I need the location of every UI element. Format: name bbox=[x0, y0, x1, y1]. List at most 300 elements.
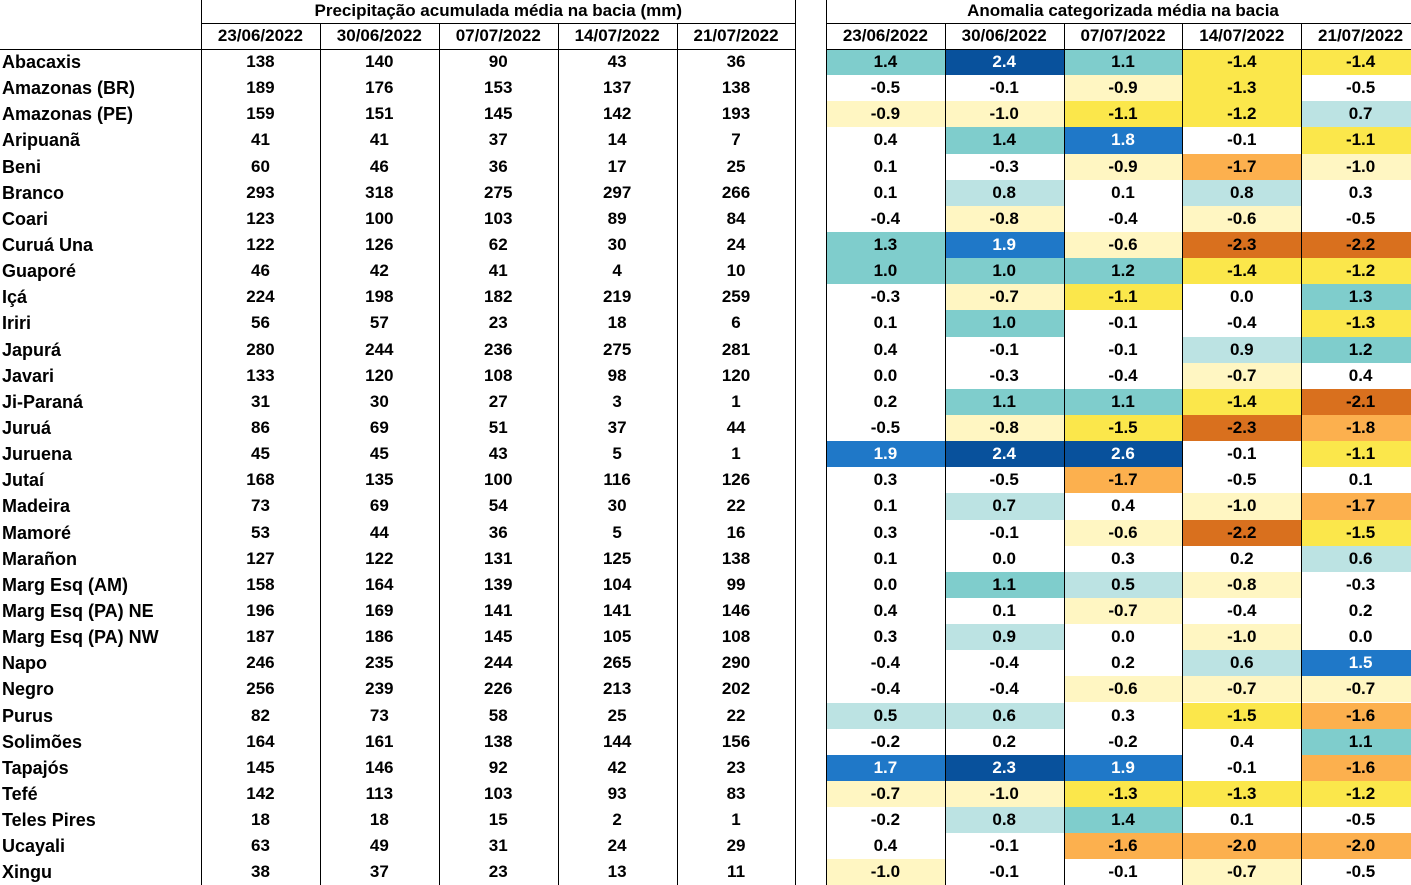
precip-value: 30 bbox=[607, 234, 627, 254]
precip-value: 25 bbox=[607, 705, 627, 725]
precip-value: 60 bbox=[250, 156, 270, 176]
precip-value: 10 bbox=[726, 261, 746, 281]
anomaly-value: 1.0 bbox=[992, 313, 1017, 333]
precip-value: 86 bbox=[250, 417, 270, 437]
precip-value: 69 bbox=[369, 417, 389, 437]
precip-value: 126 bbox=[721, 470, 751, 490]
grid-line bbox=[1064, 23, 1065, 885]
anomaly-value: 0.1 bbox=[1229, 810, 1254, 830]
anomaly-value: 0.8 bbox=[1229, 182, 1254, 202]
grid-line bbox=[826, 49, 1411, 50]
anomaly-title: Anomalia categorizada média na bacia bbox=[967, 1, 1279, 20]
precip-value: 24 bbox=[607, 836, 627, 856]
anomaly-value: -0.3 bbox=[989, 156, 1019, 176]
precip-value: 146 bbox=[365, 757, 394, 777]
precip-value: 1 bbox=[731, 391, 741, 411]
grid-line bbox=[826, 0, 827, 885]
anomaly-value: 0.4 bbox=[873, 339, 898, 359]
anomaly-value: 1.1 bbox=[1111, 391, 1135, 411]
precip-value: 31 bbox=[488, 836, 508, 856]
anomaly-value: 0.9 bbox=[1229, 339, 1254, 359]
precip-value: 41 bbox=[250, 130, 270, 150]
anomaly-value: -1.0 bbox=[989, 783, 1019, 803]
anomaly-value: -0.8 bbox=[989, 417, 1019, 437]
precip-value: 244 bbox=[365, 339, 394, 359]
anomaly-value: -1.7 bbox=[1108, 470, 1138, 490]
grid-line bbox=[439, 23, 440, 885]
precip-value: 73 bbox=[369, 705, 389, 725]
precip-value: 239 bbox=[365, 679, 394, 699]
precip-value: 103 bbox=[484, 208, 513, 228]
anomaly-value: -0.8 bbox=[989, 208, 1019, 228]
precip-value: 69 bbox=[369, 496, 389, 516]
anomaly-value: 0.3 bbox=[1111, 548, 1135, 568]
anomaly-value: 1.8 bbox=[1111, 130, 1135, 150]
anomaly-value: -1.5 bbox=[1108, 417, 1138, 437]
anomaly-value: 1.0 bbox=[873, 261, 898, 281]
precip-value: 164 bbox=[246, 731, 275, 751]
precip-value: 113 bbox=[365, 783, 394, 803]
anomaly-date-header: 07/07/2022 bbox=[1080, 26, 1166, 45]
anomaly-value: 1.4 bbox=[992, 130, 1017, 150]
basin-name: Negro bbox=[2, 679, 55, 700]
precip-value: 140 bbox=[365, 52, 394, 71]
anomaly-value: 1.3 bbox=[1348, 287, 1373, 307]
grid-line bbox=[0, 49, 796, 50]
precip-value: 45 bbox=[369, 444, 389, 464]
anomaly-date-header: 14/07/2022 bbox=[1199, 26, 1285, 45]
anomaly-value: 0.0 bbox=[1229, 287, 1254, 307]
basin-name: Tefé bbox=[2, 783, 38, 804]
precip-value: 145 bbox=[484, 627, 513, 647]
precip-value: 224 bbox=[246, 287, 275, 307]
anomaly-value: -1.5 bbox=[1227, 705, 1257, 725]
precip-value: 182 bbox=[484, 287, 513, 307]
precip-value: 202 bbox=[721, 679, 751, 699]
precip-value: 281 bbox=[721, 339, 751, 359]
anomaly-value: 0.8 bbox=[992, 182, 1017, 202]
anomaly-value: -0.6 bbox=[1108, 679, 1138, 699]
anomaly-value: -1.0 bbox=[1227, 496, 1257, 516]
precip-date-header: 07/07/2022 bbox=[455, 26, 541, 45]
precip-value: 42 bbox=[607, 757, 627, 777]
anomaly-value: -0.3 bbox=[1345, 574, 1376, 594]
precip-value: 146 bbox=[721, 600, 751, 620]
anomaly-value: -1.1 bbox=[1345, 444, 1376, 464]
precip-value: 116 bbox=[603, 470, 631, 490]
precip-value: 156 bbox=[721, 731, 751, 751]
precip-value: 36 bbox=[488, 156, 508, 176]
anomaly-value: 0.7 bbox=[992, 496, 1017, 516]
anomaly-value: 1.0 bbox=[992, 261, 1017, 281]
precip-value: 168 bbox=[246, 470, 275, 490]
precip-value: 293 bbox=[246, 182, 275, 202]
anomaly-value: 1.4 bbox=[1111, 810, 1135, 830]
precip-value: 153 bbox=[484, 78, 513, 98]
precip-value: 196 bbox=[246, 600, 275, 620]
anomaly-value: -0.4 bbox=[1227, 600, 1257, 620]
anomaly-value: -1.4 bbox=[1227, 52, 1257, 71]
basin-name: Amazonas (PE) bbox=[2, 104, 134, 125]
precip-value: 44 bbox=[369, 522, 389, 542]
grid-line bbox=[795, 0, 796, 885]
precip-value: 11 bbox=[727, 862, 746, 882]
precip-value: 89 bbox=[607, 208, 627, 228]
anomaly-value: -0.7 bbox=[989, 287, 1019, 307]
anomaly-value: -0.7 bbox=[1227, 862, 1257, 882]
anomaly-value: -0.2 bbox=[870, 810, 901, 830]
precip-value: 14 bbox=[607, 130, 627, 150]
precip-value: 22 bbox=[726, 496, 746, 516]
precip-value: 15 bbox=[488, 810, 508, 830]
basin-name: Madeira bbox=[2, 496, 71, 517]
grid-line bbox=[1182, 23, 1183, 885]
precip-date-header: 30/06/2022 bbox=[336, 26, 422, 45]
anomaly-value: 0.0 bbox=[1348, 627, 1373, 647]
anomaly-value: -0.4 bbox=[1227, 313, 1257, 333]
anomaly-value: -0.5 bbox=[870, 78, 901, 98]
anomaly-value: -1.4 bbox=[1345, 52, 1376, 71]
precip-value: 7 bbox=[731, 130, 741, 150]
anomaly-value: -1.1 bbox=[1108, 287, 1138, 307]
precip-value: 133 bbox=[246, 365, 275, 385]
grid-line bbox=[558, 23, 559, 885]
precip-value: 6 bbox=[731, 313, 741, 333]
basin-name: Napo bbox=[2, 653, 47, 674]
precip-value: 100 bbox=[484, 470, 513, 490]
anomaly-value: -0.1 bbox=[989, 339, 1019, 359]
anomaly-value: -0.4 bbox=[870, 679, 901, 699]
precip-value: 41 bbox=[488, 261, 508, 281]
precip-value: 108 bbox=[484, 365, 513, 385]
basin-name: Japurá bbox=[2, 339, 62, 360]
precip-value: 137 bbox=[602, 78, 632, 98]
precip-value: 131 bbox=[484, 548, 513, 568]
anomaly-value: -0.1 bbox=[1227, 444, 1257, 464]
precip-value: 108 bbox=[721, 627, 751, 647]
anomaly-value: -0.1 bbox=[1108, 339, 1138, 359]
anomaly-value: 0.1 bbox=[1348, 470, 1373, 490]
precip-value: 45 bbox=[250, 444, 270, 464]
precip-value: 44 bbox=[726, 417, 746, 437]
precip-value: 138 bbox=[484, 731, 513, 751]
anomaly-value: 0.4 bbox=[873, 836, 898, 856]
precip-value: 22 bbox=[726, 705, 746, 725]
precip-value: 18 bbox=[607, 313, 627, 333]
precip-value: 138 bbox=[721, 548, 751, 568]
precip-value: 58 bbox=[488, 705, 508, 725]
precip-title: Precipitação acumulada média na bacia (mm) bbox=[314, 1, 683, 20]
anomaly-value: -1.2 bbox=[1227, 104, 1257, 124]
anomaly-value: 0.1 bbox=[873, 313, 898, 333]
anomaly-value: -1.6 bbox=[1108, 836, 1138, 856]
precip-value: 30 bbox=[607, 496, 627, 516]
basin-name: Xingu bbox=[2, 862, 52, 883]
anomaly-value: 0.2 bbox=[992, 731, 1017, 751]
anomaly-value: -0.9 bbox=[870, 104, 901, 124]
precip-value: 151 bbox=[365, 104, 394, 124]
anomaly-value: 0.8 bbox=[992, 810, 1017, 830]
anomaly-value: 0.0 bbox=[873, 574, 898, 594]
anomaly-value: -1.0 bbox=[989, 104, 1019, 124]
anomaly-value: -1.0 bbox=[1227, 627, 1257, 647]
anomaly-value: 0.3 bbox=[873, 627, 898, 647]
anomaly-value: -0.2 bbox=[870, 731, 901, 751]
basin-name: Marañon bbox=[2, 548, 78, 569]
anomaly-value: 1.1 bbox=[992, 574, 1017, 594]
precip-value: 159 bbox=[246, 104, 275, 124]
anomaly-value: 0.9 bbox=[992, 627, 1017, 647]
precip-value: 246 bbox=[246, 653, 275, 673]
precip-value: 37 bbox=[488, 130, 508, 150]
precip-value: 187 bbox=[246, 627, 275, 647]
precip-value: 219 bbox=[602, 287, 632, 307]
precip-value: 1 bbox=[731, 444, 741, 464]
precip-value: 92 bbox=[488, 757, 508, 777]
precip-value: 42 bbox=[369, 261, 389, 281]
precip-value: 138 bbox=[721, 78, 751, 98]
anomaly-value: -1.3 bbox=[1227, 78, 1257, 98]
anomaly-value: 0.7 bbox=[1348, 104, 1373, 124]
precip-value: 142 bbox=[246, 783, 275, 803]
anomaly-value: -1.4 bbox=[1227, 391, 1257, 411]
anomaly-value: 1.7 bbox=[873, 757, 898, 777]
anomaly-value: 0.1 bbox=[873, 182, 898, 202]
anomaly-value: -1.6 bbox=[1345, 705, 1376, 725]
precip-value: 84 bbox=[726, 208, 746, 228]
precip-value: 236 bbox=[484, 339, 513, 359]
precip-value: 139 bbox=[484, 574, 513, 594]
precip-value: 62 bbox=[488, 234, 508, 254]
anomaly-value: -1.7 bbox=[1227, 156, 1257, 176]
precip-value: 43 bbox=[607, 52, 627, 71]
anomaly-value: 0.6 bbox=[992, 705, 1017, 725]
anomaly-value: -0.9 bbox=[1108, 78, 1138, 98]
basin-name: Mamoré bbox=[2, 522, 72, 543]
precip-value: 18 bbox=[369, 810, 389, 830]
anomaly-value: 1.2 bbox=[1111, 261, 1135, 281]
anomaly-value: 0.3 bbox=[873, 470, 898, 490]
anomaly-value: -2.1 bbox=[1345, 391, 1376, 411]
anomaly-value: 1.3 bbox=[873, 234, 898, 254]
anomaly-value: -0.4 bbox=[1108, 365, 1138, 385]
basin-name: Iriri bbox=[2, 313, 32, 334]
precip-value: 99 bbox=[726, 574, 746, 594]
anomaly-value: 2.3 bbox=[992, 757, 1017, 777]
anomaly-value: -2.3 bbox=[1227, 234, 1257, 254]
basin-name: Purus bbox=[2, 705, 54, 726]
anomaly-value: 0.3 bbox=[1348, 182, 1373, 202]
anomaly-value: -0.7 bbox=[1108, 600, 1138, 620]
grid-line bbox=[201, 0, 202, 885]
grid-line bbox=[945, 23, 946, 885]
anomaly-value: -0.7 bbox=[870, 783, 901, 803]
precip-value: 30 bbox=[369, 391, 389, 411]
precip-value: 144 bbox=[602, 731, 632, 751]
precip-value: 5 bbox=[612, 444, 622, 464]
precip-value: 256 bbox=[246, 679, 275, 699]
anomaly-value: 0.1 bbox=[992, 600, 1017, 620]
precip-value: 49 bbox=[369, 836, 389, 856]
precip-value: 145 bbox=[484, 104, 513, 124]
anomaly-value: -0.5 bbox=[870, 417, 901, 437]
precip-value: 2 bbox=[612, 810, 622, 830]
precip-value: 23 bbox=[726, 757, 746, 777]
basin-name: Ucayali bbox=[2, 836, 66, 857]
precip-value: 189 bbox=[246, 78, 275, 98]
basin-name: Marg Esq (PA) NW bbox=[2, 627, 159, 648]
anomaly-value: -0.1 bbox=[1227, 757, 1257, 777]
precip-value: 138 bbox=[246, 52, 275, 71]
anomaly-value: -0.6 bbox=[1108, 234, 1138, 254]
anomaly-value: 0.0 bbox=[992, 548, 1017, 568]
precip-value: 1 bbox=[731, 810, 741, 830]
precip-value: 297 bbox=[602, 182, 632, 202]
anomaly-value: -0.4 bbox=[870, 653, 901, 673]
precip-value: 266 bbox=[721, 182, 751, 202]
basin-name: Aripuanã bbox=[2, 130, 81, 151]
anomaly-value: -1.4 bbox=[1227, 261, 1257, 281]
anomaly-value: -1.6 bbox=[1345, 757, 1376, 777]
anomaly-value: -1.2 bbox=[1345, 261, 1376, 281]
precip-value: 53 bbox=[250, 522, 270, 542]
anomaly-value: -1.3 bbox=[1345, 313, 1376, 333]
precip-value: 176 bbox=[365, 78, 394, 98]
precip-value: 29 bbox=[726, 836, 746, 856]
anomaly-value: 1.2 bbox=[1348, 339, 1373, 359]
precip-date-header: 21/07/2022 bbox=[693, 26, 779, 45]
anomaly-value: 0.1 bbox=[1111, 182, 1135, 202]
anomaly-value: -1.1 bbox=[1345, 130, 1376, 150]
anomaly-value: 0.4 bbox=[1111, 496, 1135, 516]
precip-value: 127 bbox=[246, 548, 275, 568]
precip-value: 23 bbox=[488, 313, 508, 333]
anomaly-value: -0.4 bbox=[1108, 208, 1138, 228]
precip-value: 135 bbox=[365, 470, 394, 490]
basin-name: Marg Esq (PA) NE bbox=[2, 600, 154, 621]
anomaly-value: -0.5 bbox=[1345, 78, 1376, 98]
anomaly-value: -0.5 bbox=[1227, 470, 1257, 490]
basin-name: Ji-Paraná bbox=[2, 391, 84, 412]
precip-value: 125 bbox=[602, 548, 632, 568]
anomaly-date-header: 23/06/2022 bbox=[842, 26, 928, 45]
anomaly-value: -0.5 bbox=[1345, 208, 1376, 228]
anomaly-value: -0.3 bbox=[870, 287, 901, 307]
precip-value: 57 bbox=[369, 313, 389, 333]
basin-name: Beni bbox=[2, 156, 42, 177]
precip-value: 275 bbox=[602, 339, 632, 359]
anomaly-value: -0.1 bbox=[1108, 313, 1138, 333]
anomaly-value: -0.5 bbox=[1345, 862, 1376, 882]
grid-line bbox=[201, 23, 795, 24]
anomaly-date-header: 21/07/2022 bbox=[1318, 26, 1404, 45]
precip-value: 120 bbox=[365, 365, 394, 385]
anomaly-value: -0.2 bbox=[1108, 731, 1138, 751]
precip-value: 23 bbox=[488, 862, 508, 882]
precip-value: 56 bbox=[250, 313, 270, 333]
basin-name: Juruena bbox=[2, 444, 73, 465]
precip-value: 17 bbox=[607, 156, 627, 176]
anomaly-value: 0.4 bbox=[1348, 365, 1373, 385]
precip-value: 98 bbox=[607, 365, 627, 385]
precip-value: 265 bbox=[602, 653, 632, 673]
basin-name: Guaporé bbox=[2, 261, 77, 282]
anomaly-value: 1.1 bbox=[1111, 52, 1135, 71]
anomaly-value: -0.3 bbox=[989, 365, 1019, 385]
precip-value: 31 bbox=[250, 391, 270, 411]
basin-name: Marg Esq (AM) bbox=[2, 574, 128, 595]
basin-name: Tapajós bbox=[2, 757, 69, 778]
precip-value: 41 bbox=[369, 130, 389, 150]
precip-value: 280 bbox=[246, 339, 275, 359]
anomaly-value: 2.6 bbox=[1111, 444, 1135, 464]
anomaly-value: 1.9 bbox=[1111, 757, 1135, 777]
anomaly-value: 0.5 bbox=[1111, 574, 1135, 594]
precip-value: 169 bbox=[365, 600, 394, 620]
anomaly-value: -0.9 bbox=[1108, 156, 1138, 176]
anomaly-value: 1.5 bbox=[1348, 653, 1373, 673]
precip-value: 38 bbox=[250, 862, 270, 882]
anomaly-value: -1.1 bbox=[1108, 104, 1138, 124]
grid-line bbox=[826, 23, 1411, 24]
precip-value: 259 bbox=[721, 287, 751, 307]
precip-value: 93 bbox=[607, 783, 627, 803]
basin-name: Teles Pires bbox=[2, 810, 96, 831]
precip-value: 290 bbox=[721, 653, 751, 673]
anomaly-value: 0.0 bbox=[1111, 627, 1135, 647]
anomaly-value: -0.1 bbox=[989, 522, 1019, 542]
anomaly-value: -1.2 bbox=[1345, 783, 1376, 803]
anomaly-value: 0.1 bbox=[873, 548, 898, 568]
precip-value: 145 bbox=[246, 757, 275, 777]
anomaly-value: 1.4 bbox=[873, 52, 898, 71]
anomaly-value: 0.3 bbox=[1111, 705, 1135, 725]
anomaly-value: -1.8 bbox=[1345, 417, 1376, 437]
anomaly-value: 0.1 bbox=[873, 156, 898, 176]
basin-name: Içá bbox=[2, 287, 28, 308]
precip-value: 141 bbox=[484, 600, 513, 620]
precip-value: 186 bbox=[365, 627, 394, 647]
anomaly-value: -1.7 bbox=[1345, 496, 1376, 516]
anomaly-value: -1.3 bbox=[1108, 783, 1138, 803]
anomaly-value: -0.1 bbox=[989, 862, 1019, 882]
anomaly-value: 1.1 bbox=[992, 391, 1017, 411]
basin-name: Abacaxis bbox=[2, 52, 82, 72]
precip-value: 161 bbox=[365, 731, 394, 751]
precip-value: 103 bbox=[484, 783, 513, 803]
anomaly-value: -2.0 bbox=[1345, 836, 1376, 856]
precip-value: 46 bbox=[369, 156, 389, 176]
anomaly-value: 2.4 bbox=[992, 444, 1017, 464]
precip-value: 82 bbox=[250, 705, 270, 725]
anomaly-value: -1.5 bbox=[1345, 522, 1376, 542]
precip-date-header: 23/06/2022 bbox=[217, 26, 303, 45]
anomaly-value: -2.2 bbox=[1345, 234, 1376, 254]
precip-value: 90 bbox=[488, 52, 508, 71]
anomaly-value: -0.5 bbox=[989, 470, 1019, 490]
anomaly-value: 0.5 bbox=[873, 705, 898, 725]
anomaly-value: -0.7 bbox=[1227, 365, 1257, 385]
anomaly-value: 1.9 bbox=[873, 444, 898, 464]
precip-value: 37 bbox=[607, 417, 627, 437]
precip-value: 122 bbox=[365, 548, 394, 568]
anomaly-value: -0.7 bbox=[1345, 679, 1376, 699]
anomaly-value: -0.5 bbox=[1345, 810, 1376, 830]
precip-value: 18 bbox=[250, 810, 270, 830]
anomaly-value: -0.4 bbox=[870, 208, 901, 228]
anomaly-value: 0.2 bbox=[1348, 600, 1373, 620]
precip-value: 198 bbox=[365, 287, 394, 307]
